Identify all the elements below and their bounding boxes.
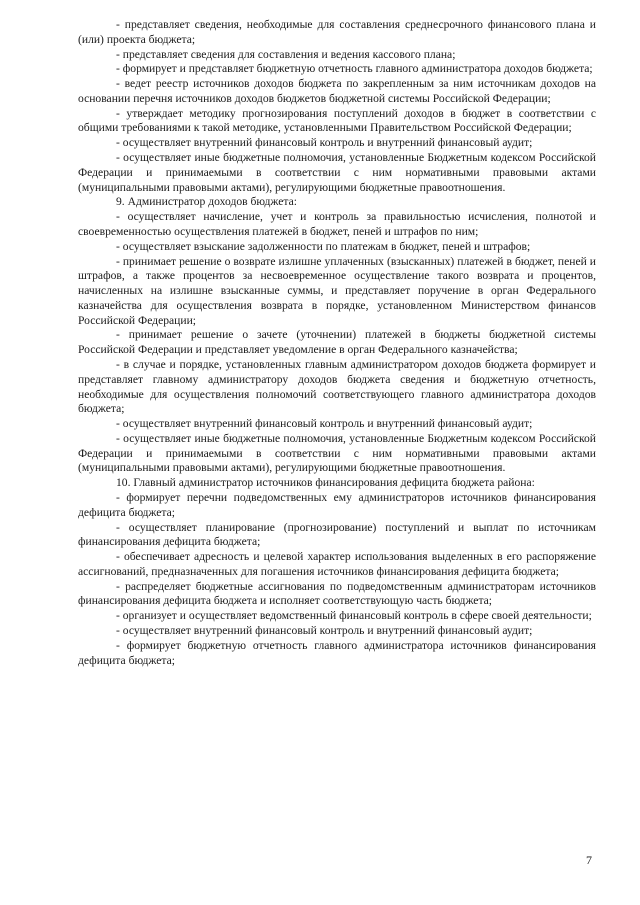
page-number: 7 xyxy=(586,853,592,867)
paragraph: - обеспечивает адресность и целевой характер использования выделенных в его распоряжение ассигнований, предназначенных для погашения источников финансирования дефицита бюджета; xyxy=(78,550,596,578)
paragraph: - принимает решение о зачете (уточнении) платежей в бюджеты бюджетной системы Российской Федерации и представляет уведомление в орган Федерального казначейства; xyxy=(78,328,596,357)
paragraph: - формирует бюджетную отчетность главного администратора источников финансирования дефицита бюджета; xyxy=(78,638,596,667)
paragraph: - осуществляет внутренний финансовый контроль и внутренний финансовый аудит; xyxy=(116,624,533,638)
paragraph: - распределяет бюджетные ассигнования по подведомственным администраторам источников финансирования дефицита бюджета и исполняет соответствующую часть бюджета; xyxy=(78,579,596,608)
paragraph: - принимает решение о возврате излишне уплаченных (взысканных) платежей в бюджет, пеней и штрафов, а также процентов за несвоевременное осуществление такого возврата и процентов, начисленных на излишне взысканные суммы, и представляет поручение в орган Федерального казначейства для осуществления возврата в порядке, установленном Министерством финансов Российской Федерации; xyxy=(78,254,596,327)
paragraph: - формирует перечни подведомственных ему администраторов источников финансирования дефицита бюджета; xyxy=(78,491,596,519)
section-heading-9: 9. Администратор доходов бюджета: xyxy=(116,195,297,209)
paragraph: - осуществляет взыскание задолженности по платежам в бюджет, пеней и штрафов; xyxy=(116,239,531,253)
paragraph: - утверждает методику прогнозирования поступлений доходов в бюджет в соответствии с общими требованиями к такой методике, установленными Правительством Российской Федерации; xyxy=(78,106,596,135)
paragraph: - организует и осуществляет ведомственный финансовый контроль в сфере своей деятельности; xyxy=(116,609,592,623)
paragraph: - осуществляет начисление, учет и контроль за правильностью исчисления, полнотой и своевременностью осуществления платежей в бюджет, пеней и штрафов по ним; xyxy=(78,210,596,238)
paragraph: - осуществляет планирование (прогнозирование) поступлений и выплат по источникам финансирования дефицита бюджета; xyxy=(78,520,596,549)
section-heading-10: 10. Главный администратор источников финансирования дефицита бюджета района: xyxy=(116,476,535,490)
paragraph: - ведет реестр источников доходов бюджета по закрепленным за ним источникам доходов на основании перечня источников доходов бюджетов бюджетной системы Российской Федерации; xyxy=(78,77,596,105)
paragraph: - в случае и порядке, установленных главным администратором доходов бюджета формирует и представляет главному администратору доходов бюджета сведения и бюджетную отчетность, необходимые для осуществления полномочий соответствующего главного администратора доходов бюджета; xyxy=(78,357,596,416)
paragraph: - представляет сведения для составления и ведения кассового плана; xyxy=(116,47,456,61)
paragraph: - осуществляет иные бюджетные полномочия, установленные Бюджетным кодексом Российской Федерации и принимаемыми в соответствии с ним нормативными правовыми актами (муниципальными правовыми актами), регулирующими бюджетные правоотношения. xyxy=(78,151,596,194)
paragraph: - осуществляет внутренний финансовый контроль и внутренний финансовый аудит; xyxy=(116,136,533,150)
paragraph: - осуществляет иные бюджетные полномочия, установленные Бюджетным кодексом Российской Федерации и принимаемыми в соответствии с ним нормативными правовыми актами (муниципальными правовыми актами), регулирующими бюджетные правоотношения. xyxy=(78,431,596,475)
paragraph: - формирует и представляет бюджетную отчетность главного администратора доходов бюджета; xyxy=(116,62,593,76)
document-page xyxy=(78,18,596,668)
paragraph: - представляет сведения, необходимые для составления среднесрочного финансового плана и (или) проекта бюджета; xyxy=(78,18,596,46)
paragraph: - осуществляет внутренний финансовый контроль и внутренний финансовый аудит; xyxy=(116,417,533,431)
